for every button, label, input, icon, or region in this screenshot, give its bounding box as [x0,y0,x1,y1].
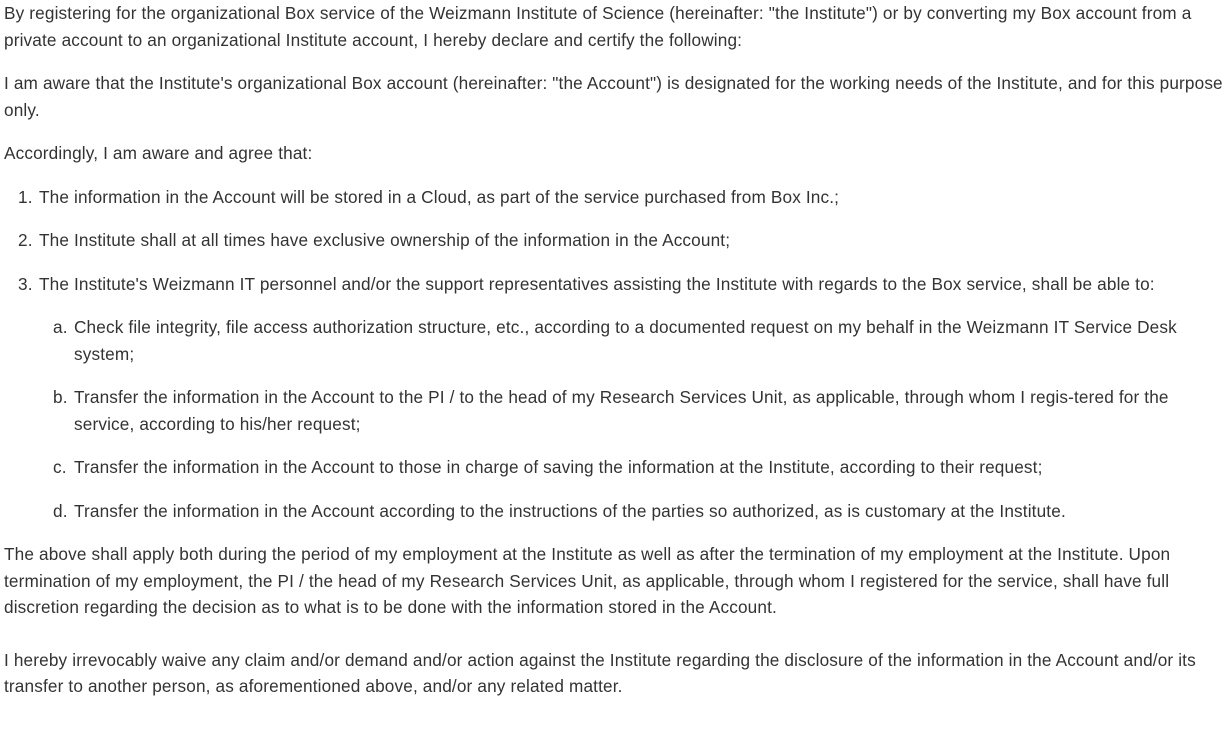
sublist-marker: a. [53,317,68,337]
sublist-marker: b. [53,387,68,407]
sublist-item-text: Check file integrity, file access authorization structure, etc., according to a documented request on my behalf in the Weizmann IT Service Desk system; [74,317,1177,364]
sublist-item [39,314,1223,367]
account-purpose-paragraph: I am aware that the Institute's organizational Box account (hereinafter: "the Account") is designated for the working needs of the Institute, and for this purpose only. [4,73,1223,120]
sublist-item [39,384,1223,437]
list-marker: 1. [18,186,33,207]
list-item [4,271,1223,525]
sublist-item-text: Transfer the information in the Account according to the instructions of the parties so authorized, as is customary at the Institute. [74,500,1066,521]
list-item [4,227,1223,254]
list-item [4,184,1223,211]
sublist-marker: c. [53,457,67,477]
waiver-paragraph: I hereby irrevocably waive any claim and/or demand and/or action against the Institute regarding the disclosure of the information in the Account and/or its transfer to another person, as aforementioned above, and/or any related matter. [4,649,1196,696]
post-employment-paragraph: The above shall apply both during the period of my employment at the Institute as well as after the termination of my employment at the Institute. Upon termination of my employment, the PI / the head of my Research Services Unit, as applicable, through whom I registered for the service, shall have full discretion regarding the decision as to what is to be done with the information stored in the Account. [4,544,1171,617]
list-item-text: The Institute shall at all times have exclusive ownership of the information in the Account; [39,230,731,250]
intro-paragraph: By registering for the organizational Box service of the Weizmann Institute of Science (hereinafter: "the Institute") or by converting my Box account from a private account to an organizational Institute account, I hereby declare and certify the following: [4,3,1192,50]
sublist-item-text: Transfer the information in the Account to the PI / to the head of my Research Services Unit, as applicable, through whom I regis-tered for the service, according to his/her request; [74,387,1169,434]
agreement-lead-paragraph: Accordingly, I am aware and agree that: [4,143,313,163]
list-item-text: The information in the Account will be stored in a Cloud, as part of the service purchased from Box Inc.; [39,186,840,207]
lettered-sublist [39,314,1223,524]
sublist-item-text: Transfer the information in the Account to those in charge of saving the information at the Institute, according to their request; [74,457,1043,477]
sublist-item [39,498,1223,525]
list-item-text: The Institute's Weizmann IT personnel and/or the support representatives assisting the Institute with regards to the Box service, shall be able to: [39,273,1155,294]
sublist-marker: d. [53,500,68,521]
list-marker: 2. [18,230,33,250]
sublist-item [39,454,1223,481]
list-marker: 3. [18,273,33,294]
numbered-list [4,184,1223,525]
